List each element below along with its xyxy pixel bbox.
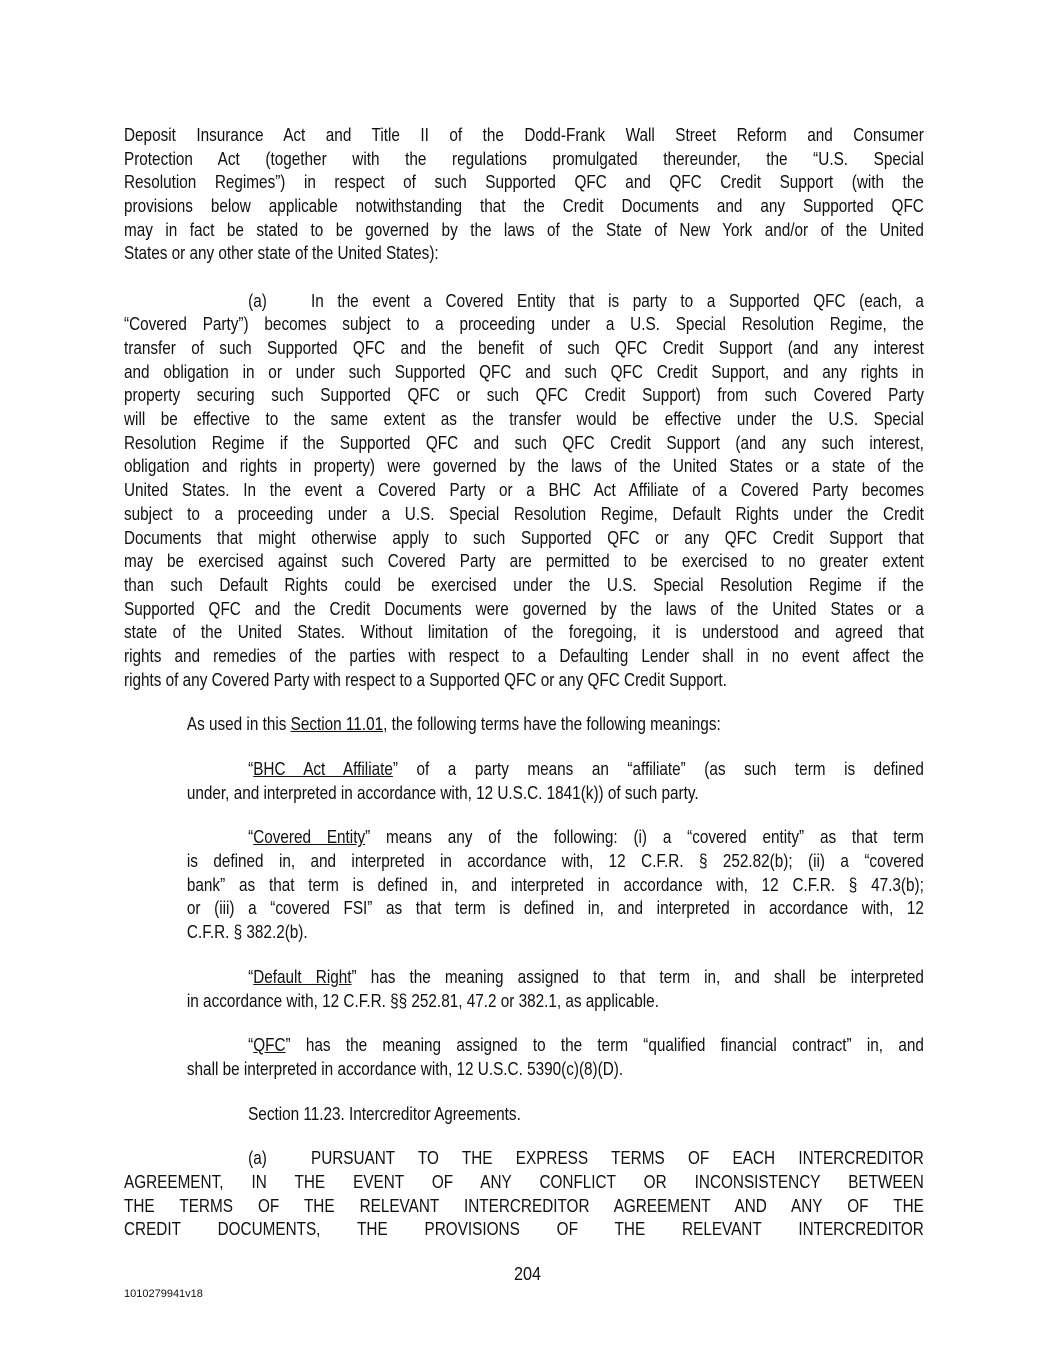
text-line: may be exercised against such Covered Party are permitted to be exercised to no greater extent [124,551,924,572]
text-line: States or any other state of the United States): [124,243,439,264]
text-line: bank” as that term is defined in, and interpreted in accordance with, 12 C.F.R. § 47.3(b); [186,874,924,895]
text-line: obligation and rights in property) were governed by the laws of the United States or a state of the [124,456,924,477]
paragraph [124,290,924,693]
defined-term-link: Section 11.01 [290,714,384,735]
text-line: Resolution Regimes”) in respect of such Supported QFC and QFC Credit Support (with the [124,172,924,193]
text-line: property securing such Supported QFC or such QFC Credit Support) from such Covered Party [124,385,924,406]
text-line: “Covered Party”) becomes subject to a proceeding under a U.S. Special Resolution Regime, the [124,314,924,335]
page-number: 204 [513,1264,542,1284]
text-line: Protection Act (together with the regulations promulgated thereunder, the “U.S. Special [124,148,924,169]
text-line: AGREEMENT, IN THE EVENT OF ANY CONFLICT OR INCONSISTENCY BETWEEN [124,1171,924,1192]
defined-term-link: QFC [253,1035,286,1056]
text-line [187,826,924,850]
text-line: Supported QFC and the Credit Documents were governed by the laws of the United States or a [124,598,924,619]
paragraph [124,1147,924,1242]
text-line: in accordance with, 12 C.F.R. §§ 252.81, 47.2 or 382.1, as applicable. [186,990,659,1011]
text-line: provisions below applicable notwithstanding that the Credit Documents and any Supported QFC [124,196,924,217]
text-line: or (iii) a “covered FSI” as that term is defined in, and interpreted in accordance with, 12 [186,898,924,919]
text-segment: , the following terms have the following meanings: [383,714,721,735]
text-line [187,1034,924,1058]
text-line: rights of any Covered Party with respect to a Supported QFC or any QFC Credit Support. [124,669,727,690]
text-line: under, and interpreted in accordance with, 12 U.S.C. 1841(k)) of such party. [186,782,699,803]
text-segment: ” has the meaning assigned to that term in, and shall be interpreted [351,966,924,987]
defined-term-link: Covered Entity [253,827,366,848]
text-segment: “ [248,827,254,848]
text-line: United States. In the event a Covered Party or a BHC Act Affiliate of a Covered Party becomes [124,480,924,501]
document-body [124,124,924,1263]
text-line: than such Default Rights could be exercised under the U.S. Special Resolution Regime if the [124,574,924,595]
document-id: 1010279941v18 [124,1288,203,1300]
text-line [187,966,924,990]
text-segment: “ [248,966,254,987]
defined-term-link: Default Right [253,966,352,987]
text-line [124,1147,924,1171]
text-segment: PURSUANT TO THE EXPRESS TERMS OF EACH INTERCREDITOR [311,1148,924,1169]
clause-label: (a) [248,1148,267,1169]
text-line: THE TERMS OF THE RELEVANT INTERCREDITOR AGREEMENT AND ANY OF THE [124,1195,924,1216]
text-segment: ” of a party means an “affiliate” (as such term is defined [392,759,924,779]
text-line: subject to a proceeding under a U.S. Special Resolution Regime, Default Rights under the Credit [124,503,924,524]
text-segment: “ [248,759,254,779]
definition-paragraph [187,1034,924,1081]
text-line: C.F.R. § 382.2(b). [186,922,308,943]
text-segment: As used in this [186,714,291,735]
text-line: may in fact be stated to be governed by the laws of the State of New York and/or of the United [124,219,924,240]
paragraph [124,124,924,266]
paragraph [124,1103,924,1127]
text-line [187,758,924,782]
text-line [187,713,924,737]
text-line: CREDIT DOCUMENTS, THE PROVISIONS OF THE RELEVANT INTERCREDITOR [124,1219,924,1240]
text-segment: ” has the meaning assigned to the term “qualified financial contract” in, and [285,1035,924,1056]
text-line [124,290,924,314]
text-line: is defined in, and interpreted in accordance with, 12 C.F.R. § 252.82(b); (ii) a “covered [186,851,924,872]
definition-paragraph [187,713,924,737]
clause-label: (a) [248,290,267,311]
text-line: shall be interpreted in accordance with, 12 U.S.C. 5390(c)(8)(D). [186,1058,624,1079]
text-line: will be effective to the same extent as the transfer would be effective under the U.S. Special [124,409,924,430]
text-line: transfer of such Supported QFC and the benefit of such QFC Credit Support (and any interest [124,338,924,358]
definition-paragraph [187,758,924,805]
text-line: Resolution Regime if the Supported QFC and such QFC Credit Support (and any such interest, [124,432,924,453]
text-line: Deposit Insurance Act and Title II of the Dodd-Frank Wall Street Reform and Consumer [124,125,924,145]
text-segment: In the event a Covered Entity that is party to a Supported QFC (each, a [311,290,924,311]
text-line: and obligation in or under such Supported QFC and such QFC Credit Support, and any rights in [124,361,924,382]
text-segment: ” means any of the following: (i) a “covered entity” as that term [365,827,924,848]
text-line: rights and remedies of the parties with respect to a Defaulting Lender shall in no event affect the [124,645,924,666]
text-line: Documents that might otherwise apply to such Supported QFC or any QFC Credit Support that [124,527,924,548]
defined-term-link: BHC Act Affiliate [253,759,393,779]
text-line: state of the United States. Without limitation of the foregoing, it is understood and agreed that [124,622,924,643]
definition-paragraph [187,826,924,944]
text-segment: “ [248,1035,254,1056]
definition-paragraph [187,966,924,1013]
text-line: Section 11.23. Intercreditor Agreements. [248,1103,521,1124]
